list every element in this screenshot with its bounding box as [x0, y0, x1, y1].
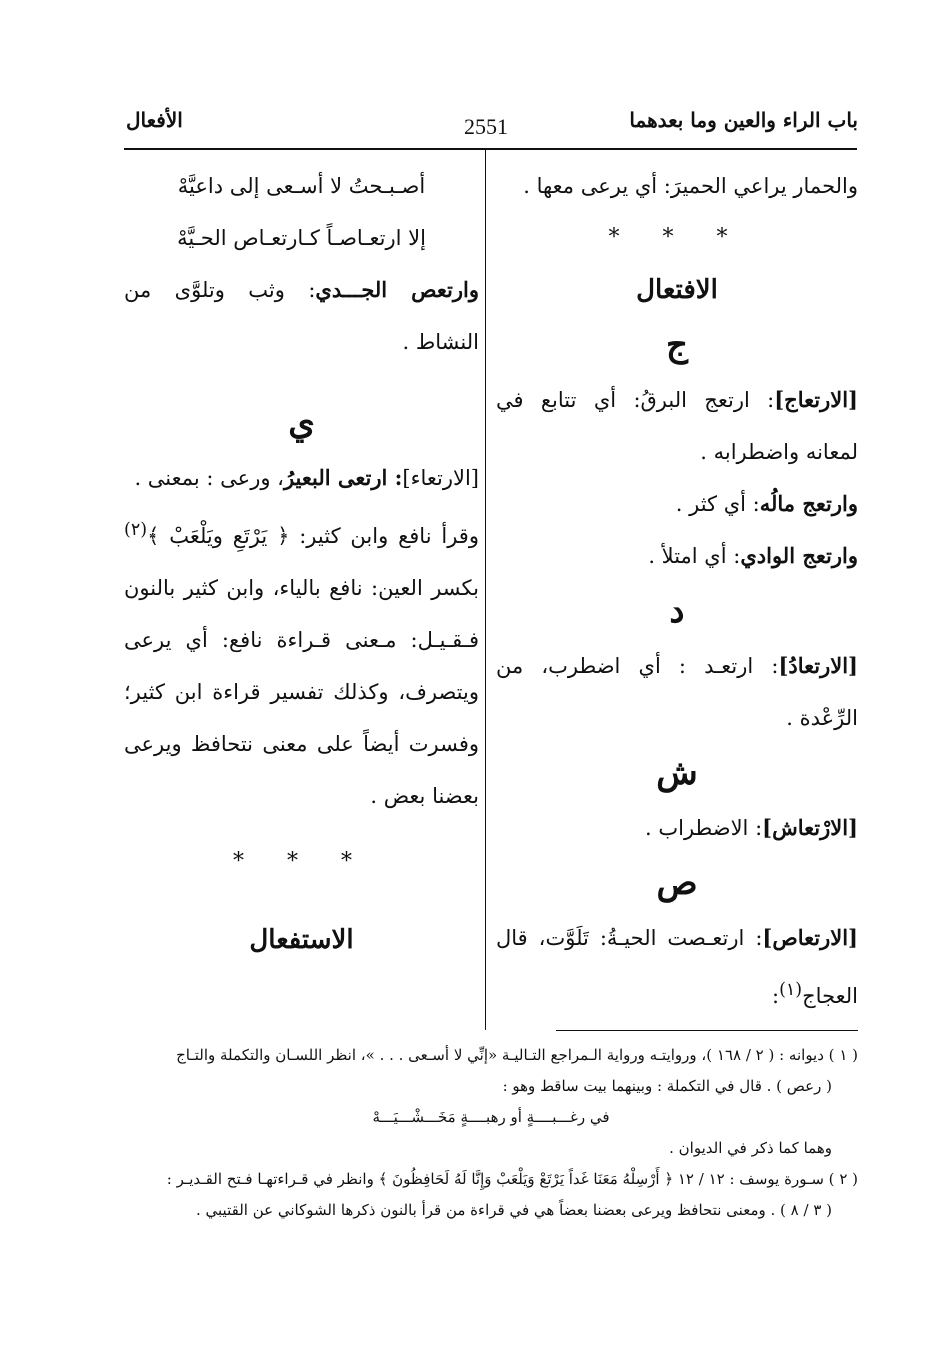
footnotes [124, 1040, 858, 1226]
footnote-ref[interactable]: (١) [779, 980, 803, 1000]
footnote-2-line: ( ٢ ) سـورة يوسف : ١٢ / ١٢ ﴿ أَرْسِلْهُ مَعَنَا غَداً يَرْتَعْ وَيَلْعَبْ وَإِنَّا لَهُ لَحَافِظُونَ ﴾ وانظر في قـراءتهـا فـتح القـديـر : [166, 1170, 858, 1188]
page-header [122, 108, 858, 144]
footnote-ref[interactable]: (٢) [124, 520, 148, 540]
entry-irtiaj [496, 374, 858, 478]
entry-qiraa [124, 504, 479, 822]
entry-text: : أي كثر . [675, 492, 760, 516]
letter-heading-ya: ي [288, 403, 315, 443]
entry-text: ، ورعى : بمعنى . [134, 466, 284, 490]
entry-subhead: : ارتعى البعيرُ [283, 465, 403, 490]
section-stars: * * * [608, 225, 746, 250]
section-stars: * * * [233, 849, 370, 874]
page-number: 2551 [464, 114, 508, 139]
right-column [496, 160, 858, 1022]
entry-text: : أي امتلأ . [648, 544, 741, 568]
column-divider [485, 150, 486, 1030]
section-heading-istifal: الاستفعال [249, 925, 354, 955]
entry-irtiaj-mal [496, 478, 858, 530]
entry-irtiaj-wadi [496, 530, 858, 582]
entry-irtia [124, 452, 479, 504]
poem-verse-2: إلا ارتعـاصـاً كـارتعـاص الحـيَّهْ [177, 226, 426, 250]
entry-text: : وثب وتلوَّى من النشاط . [124, 278, 479, 354]
entry-text-end: : [771, 984, 780, 1008]
footnote-2-line: ( ٣ / ٨ ) . ومعنى نتحافظ ويرعى بعضنا بعضاً هي في قراءة من قرأ بالنون ذكرها الشوكاني عن القتيبي . [195, 1201, 832, 1219]
entry-text: : ارتعـصت الحيـةُ: تَلَوَّت، قال العجاج [496, 926, 858, 1008]
letter-heading-jim: ج [666, 325, 688, 365]
entry-text: : الاضطراب . [644, 816, 763, 840]
footnote-1-line: ( ١ ) ديوانه : ( ٢ / ١٦٨ )، وروايتـه ورواية الـمراجع التـاليـة «إنِّي لا أسـعى . . . »، انظر اللسـان والتكملة والتـاج [176, 1046, 858, 1064]
entry-irtias [496, 912, 858, 1022]
header-rule [124, 148, 857, 150]
letter-heading-shin: ش [656, 753, 698, 793]
entry-head: [الارتعاص] [762, 925, 858, 950]
entry-head: [الارتعاج] [774, 387, 858, 412]
footnote-rule [556, 1030, 858, 1031]
entry-irtiash [496, 802, 858, 854]
entry-jady [124, 264, 479, 368]
entry-head: وارتعج مالُه [759, 491, 858, 516]
left-column [124, 160, 479, 966]
footnote-1-line: ( رعص ) . قال في التكملة : وبينهما بيت ساقط وهو : [502, 1077, 832, 1095]
entry-head: [الارتعادُ] [778, 653, 858, 678]
entry-head: وارتعص الجـــدي [315, 277, 479, 302]
entry-hamar: والحمار يراعي الحميرَ: أي يرعى معها . [523, 174, 858, 198]
section-heading-iftial: الافتعال [636, 275, 718, 305]
entry-head: وارتعج الوادي [740, 543, 858, 568]
entry-head: [الارتعاء] [402, 466, 479, 490]
section-title: الأفعال [126, 108, 183, 132]
footnote-1-line: وهما كما ذكر في الديوان . [669, 1139, 832, 1157]
entry-text-rest: بكسر العين: نافع بالياء، وابن كثير بالنون فـقـيـل: مـعنى قـراءة نافع: أي يرعى ويتصرف، وكذلك تفسير قراءة ابن كثير؛ وفسرت أيضاً على معنى نتحافظ ويرعى بعضنا بعض . [124, 576, 479, 808]
entry-text: وقرأ نافع وابن كثير: ﴿ يَرْتَعِ ويَلْعَبْ ﴾ [147, 524, 479, 548]
footnote-1-verse: في رغـــبــــةٍ أو رهبــــةٍ مَخَـــشْـــيَـــهْ [372, 1108, 610, 1126]
entry-head: [الارْتعاش] [762, 815, 858, 840]
poem-verse-1: أصـبـحتُ لا أسـعى إلى داعيَّهْ [177, 174, 426, 198]
entry-irtiad [496, 640, 858, 744]
letter-heading-dal: د [669, 591, 685, 631]
chapter-title: باب الراء والعين وما بعدهما [629, 108, 858, 132]
entry-text: : ارتعـد : أي اضطرب، من الرِّعْدة . [496, 654, 858, 730]
entry-text: : ارتعج البرقُ: أي تتابع في لمعانه واضطرابه . [496, 388, 858, 464]
letter-heading-sad: ص [656, 863, 698, 903]
